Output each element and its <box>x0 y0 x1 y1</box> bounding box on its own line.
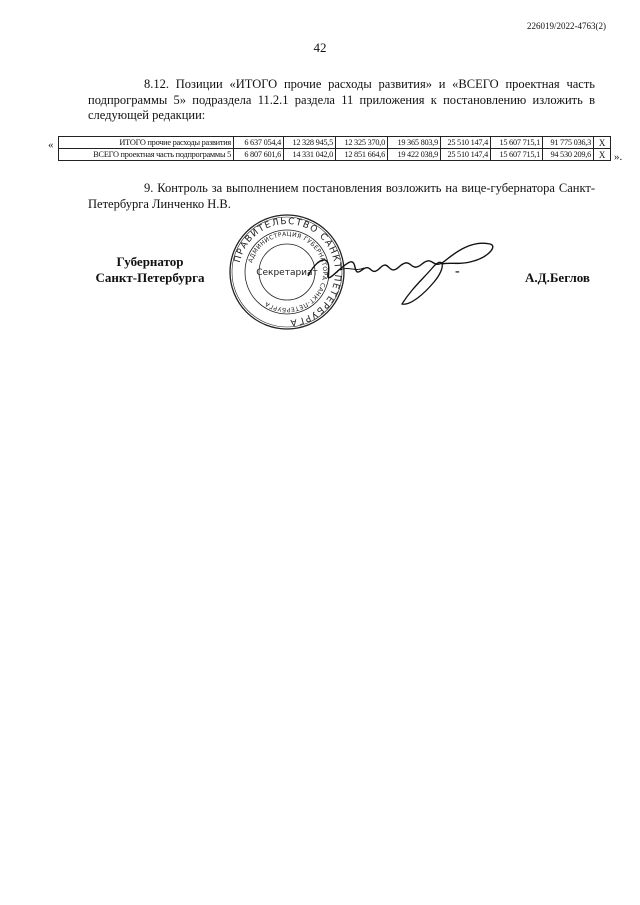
table-cell-mark: X <box>594 149 611 161</box>
table-cell: 6 807 601,6 <box>234 149 284 161</box>
document-id: 226019/2022-4763(2) <box>527 21 606 31</box>
signatory-title-line-1: Губернатор <box>116 254 184 269</box>
handwritten-signature-icon <box>300 226 500 316</box>
table-cell: 25 510 147,4 <box>441 137 491 149</box>
table-row <box>59 137 611 149</box>
positions-table <box>58 136 611 161</box>
page-number: 42 <box>313 40 327 55</box>
table-cell: 12 325 370,0 <box>336 137 388 149</box>
seal-center-text: Секретариат <box>256 268 318 278</box>
row-label: ВСЕГО проектная часть подпрограммы 5 <box>59 149 234 161</box>
table-cell: 91 775 036,3 <box>543 137 594 149</box>
signatory-title <box>88 254 212 286</box>
seal-inner-text: АДМИНИСТРАЦИЯ ГУБЕРНАТОРА САНКТ-ПЕТЕРБУРГА <box>247 230 329 314</box>
table-row <box>59 149 611 161</box>
table-cell: 12 328 945,5 <box>284 137 336 149</box>
row-label: ИТОГО прочие расходы развития <box>59 137 234 149</box>
signature-dash: - <box>455 264 460 279</box>
table-cell: 25 510 147,4 <box>441 149 491 161</box>
paragraph-9-text: 9. Контроль за выполнением постановления возложить на вице-губернатора Санкт-Петербурга Линченко Н.В. <box>88 181 595 211</box>
table-cell: 15 607 715,1 <box>491 137 543 149</box>
table-open-quote: « <box>48 139 54 151</box>
table-cell: 6 637 054,4 <box>234 137 284 149</box>
table-close-quote: ». <box>614 151 623 163</box>
table-cell: 19 365 803,9 <box>388 137 441 149</box>
signatory-name: А.Д.Беглов <box>525 270 590 285</box>
signatory-title-line-2: Санкт-Петербурга <box>95 270 205 285</box>
table-cell: 19 422 038,9 <box>388 149 441 161</box>
paragraph-8-12 <box>88 77 595 124</box>
table-cell: 15 607 715,1 <box>491 149 543 161</box>
paragraph-8-12-text: 8.12. Позиции «ИТОГО прочие расходы развития» и «ВСЕГО проектная часть подпрограммы 5» подраздела 11.2.1 раздела 11 приложения к постановлению изложить в следующей редакции: <box>88 77 595 122</box>
table-cell-mark: X <box>594 137 611 149</box>
paragraph-9 <box>88 181 595 212</box>
table-cell: 12 851 664,6 <box>336 149 388 161</box>
table-cell: 14 331 042,0 <box>284 149 336 161</box>
table-cell: 94 530 209,6 <box>543 149 594 161</box>
seal-outer-text: ПРАВИТЕЛЬСТВО САНКТ-ПЕТЕРБУРГА <box>232 216 343 328</box>
